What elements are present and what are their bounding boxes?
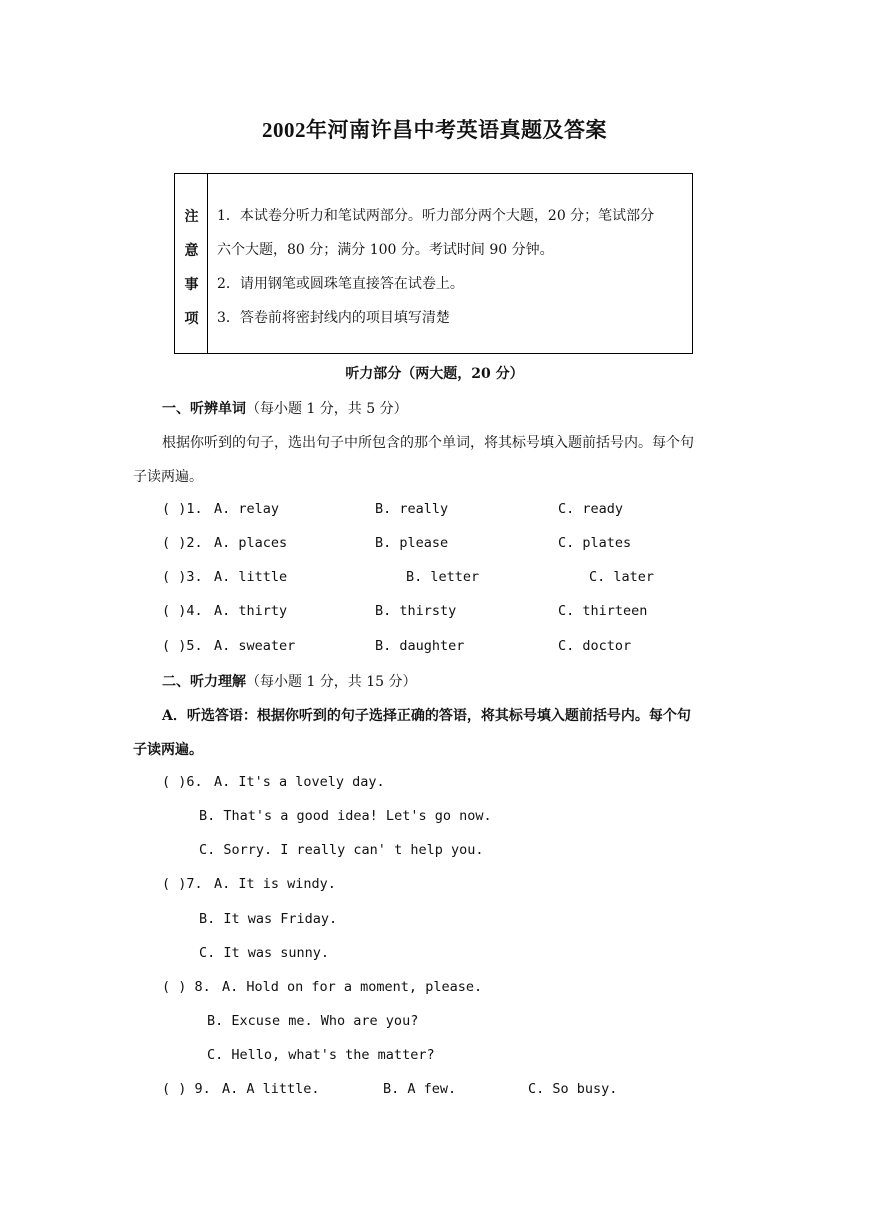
option-b: B. Excuse me. Who are you? [207,1013,419,1029]
option-a: A. Hold on for a moment, please. [222,979,483,995]
notice-label-column [175,174,208,353]
part1-instruction: 根据你听到的句子，选出句子中所包含的那个单词，将其标号填入题前括号内。每个句 [162,435,694,451]
question-number: ( )7. [162,876,203,892]
option-a: A. thirty [214,603,288,619]
option-b: B. please [375,535,449,551]
option-c: C. Hello, what's the matter? [207,1047,435,1063]
option-a: A. little [214,569,288,585]
question-number: ( )2. [162,535,203,551]
part2-heading-row [162,671,417,691]
notice-label-char: 项 [184,311,199,327]
notice-label-char: 意 [184,243,199,259]
option-c: C. Sorry. I really can' t help you. [199,842,484,858]
part2-heading: 二、听力理解 [162,674,246,690]
option-a: A. places [214,535,288,551]
option-c: C. ready [558,501,624,517]
option-a: A. It's a lovely day. [214,774,385,790]
option-c: C. later [589,569,655,585]
question-number: ( ) 9. [162,1081,211,1097]
notice-line: 1．本试卷分听力和笔试两部分。听力部分两个大题，20 分；笔试部分 [217,208,655,224]
option-c: C. So busy. [528,1081,618,1097]
option-c: C. plates [558,535,632,551]
option-b: B. That's a good idea! Let's go now. [199,808,492,824]
notice-line: 六个大题，80 分；满分 100 分。考试时间 90 分钟。 [217,242,554,258]
question-number: ( )4. [162,603,203,619]
part1-heading-note: （每小题 1 分，共 5 分） [246,401,408,417]
notice-line: 3．答卷前将密封线内的项目填写清楚 [217,310,450,326]
option-b: B. It was Friday. [199,911,338,927]
option-c: C. It was sunny. [199,945,330,961]
question-number: ( )6. [162,774,203,790]
option-a: A. sweater [214,638,296,654]
option-b: B. daughter [375,638,465,654]
part1-instruction-cont: 子读两遍。 [133,469,203,485]
part2-heading-note: （每小题 1 分，共 15 分） [246,674,417,690]
part2-sub-a-instruction-cont: 子读两遍。 [133,742,203,758]
part1-heading: 一、听辨单词 [162,401,246,417]
option-b: B. thirsty [375,603,457,619]
question-number: ( ) 8. [162,979,211,995]
option-a: A. relay [214,501,280,517]
option-a: A. A little. [222,1081,320,1097]
question-number: ( )1. [162,501,203,517]
option-c: C. doctor [558,638,632,654]
document-title: 2002年河南许昌中考英语真题及答案 [262,118,607,142]
option-c: C. thirteen [558,603,648,619]
question-number: ( )5. [162,638,203,654]
option-b: B. really [375,501,449,517]
notice-label-char: 事 [184,277,199,293]
option-b: B. letter [406,569,480,585]
part1-heading-row [162,398,408,418]
option-a: A. It is windy. [214,876,336,892]
option-b: B. A few. [383,1081,457,1097]
notice-box [174,173,693,354]
notice-label-char: 注 [184,209,199,225]
listening-section-header: 听力部分（两大题，20 分） [345,366,524,382]
notice-line: 2．请用钢笔或圆珠笔直接答在试卷上。 [217,276,464,292]
part2-sub-a-instruction: A．听选答语：根据你听到的句子选择正确的答语，将其标号填入题前括号内。每个句 [162,708,691,724]
question-number: ( )3. [162,569,203,585]
